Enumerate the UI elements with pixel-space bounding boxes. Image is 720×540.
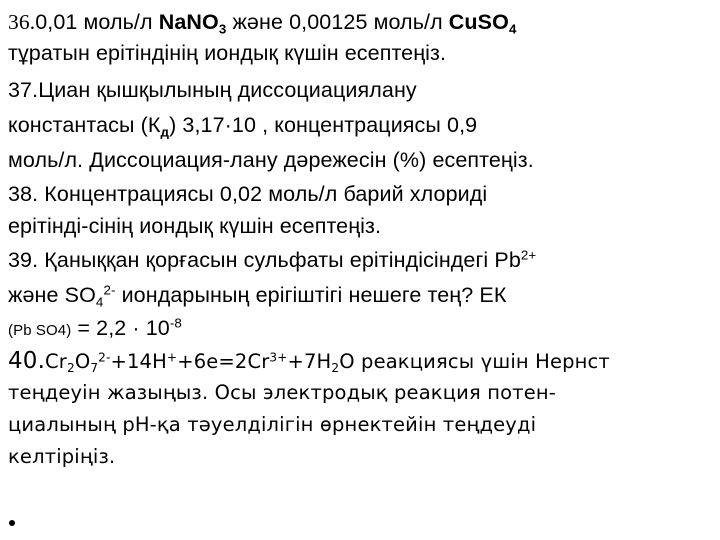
pb-charge: 2+ bbox=[520, 247, 537, 263]
h-charge: + bbox=[166, 350, 178, 365]
q40-line-4: келтіріңіз. bbox=[8, 445, 116, 468]
q39-line-3 bbox=[8, 314, 182, 345]
q38-line-1: 38. Концентрациясы 0,02 моль/л барий хлориді bbox=[8, 182, 488, 206]
q38-line-2: ерітінді-сінің иондық күшін есептеңіз. bbox=[8, 214, 382, 238]
q36-line-2: тұратын ерітіндінің иондық күшін есептеңіз. bbox=[8, 41, 447, 65]
nano3-formula bbox=[158, 10, 227, 37]
nano3-base: NaNO bbox=[158, 10, 219, 34]
q37-line-1: 37.Циан қышқылының диссоциациялану bbox=[8, 78, 417, 102]
cuso4-cu: Cu bbox=[448, 10, 478, 34]
q37-line-2 bbox=[8, 111, 477, 139]
bullet-icon bbox=[9, 520, 15, 526]
dichromate-charge: 2- bbox=[98, 350, 111, 365]
nano3-subscript: 3 bbox=[218, 21, 227, 37]
q36-text-1: 0,01 моль/л bbox=[35, 10, 159, 34]
cuso4-formula bbox=[448, 10, 517, 37]
q40-eq-d: O реакциясы үшін Нернст bbox=[339, 350, 610, 373]
ksp-label: (Pb SO4) bbox=[8, 322, 72, 339]
q39-text-c: иондарының ерігіштігі нешеге тең? ЕК bbox=[115, 283, 507, 307]
q39-line-1 bbox=[8, 246, 536, 274]
q36-text-2: және 0,00125 моль/л bbox=[226, 10, 449, 34]
dichromate-cr: Cr bbox=[45, 350, 67, 373]
q36-number: 36. bbox=[8, 10, 36, 34]
dichromate-cr-subscript: 2 bbox=[66, 361, 75, 376]
q37-text-a: константасы (К bbox=[8, 113, 161, 137]
dichromate-o-subscript: 7 bbox=[90, 361, 99, 376]
cr3-charge: 3+ bbox=[269, 350, 288, 365]
q39-text-a: 39. Қаныққан қорғасын сульфаты ерітіндісіндегі Pb bbox=[8, 248, 521, 272]
q40-eq-c: +7H bbox=[287, 350, 332, 373]
q39-line-2 bbox=[8, 281, 506, 309]
cuso4-subscript: 4 bbox=[508, 21, 517, 37]
q40-eq-b: +6e=2Cr bbox=[177, 350, 270, 373]
q37-line-3: моль/л. Диссоциация-лану дәрежесін (%) есептеңіз. bbox=[8, 148, 534, 172]
ksp-exponent: -8 bbox=[169, 315, 182, 331]
so4-charge: 2- bbox=[103, 282, 116, 298]
q40-number: 40. bbox=[8, 348, 46, 374]
dichromate-o: O bbox=[74, 350, 91, 373]
q40-line-3: циалының рН-қа тәуелділігін өрнектейін теңдеуді bbox=[8, 413, 537, 436]
q40-line-1 bbox=[8, 347, 610, 376]
cuso4-so: SO bbox=[477, 10, 509, 34]
q39-text-b: және SO bbox=[8, 283, 96, 307]
q40-eq-a: +14H bbox=[110, 350, 167, 373]
ksp-value: = 2,2 · 10 bbox=[71, 316, 170, 340]
q36-line-1 bbox=[8, 8, 516, 36]
q37-text-b: ) 3,17·10 , концентрациясы 0,9 bbox=[169, 113, 478, 137]
q40-line-2: теңдеуін жазыңыз. Осы электродық реакция потен- bbox=[8, 381, 556, 404]
q37-kd-subscript: д bbox=[160, 124, 170, 140]
so4-subscript: 4 bbox=[95, 294, 104, 310]
h2o-subscript: 2 bbox=[331, 361, 340, 376]
